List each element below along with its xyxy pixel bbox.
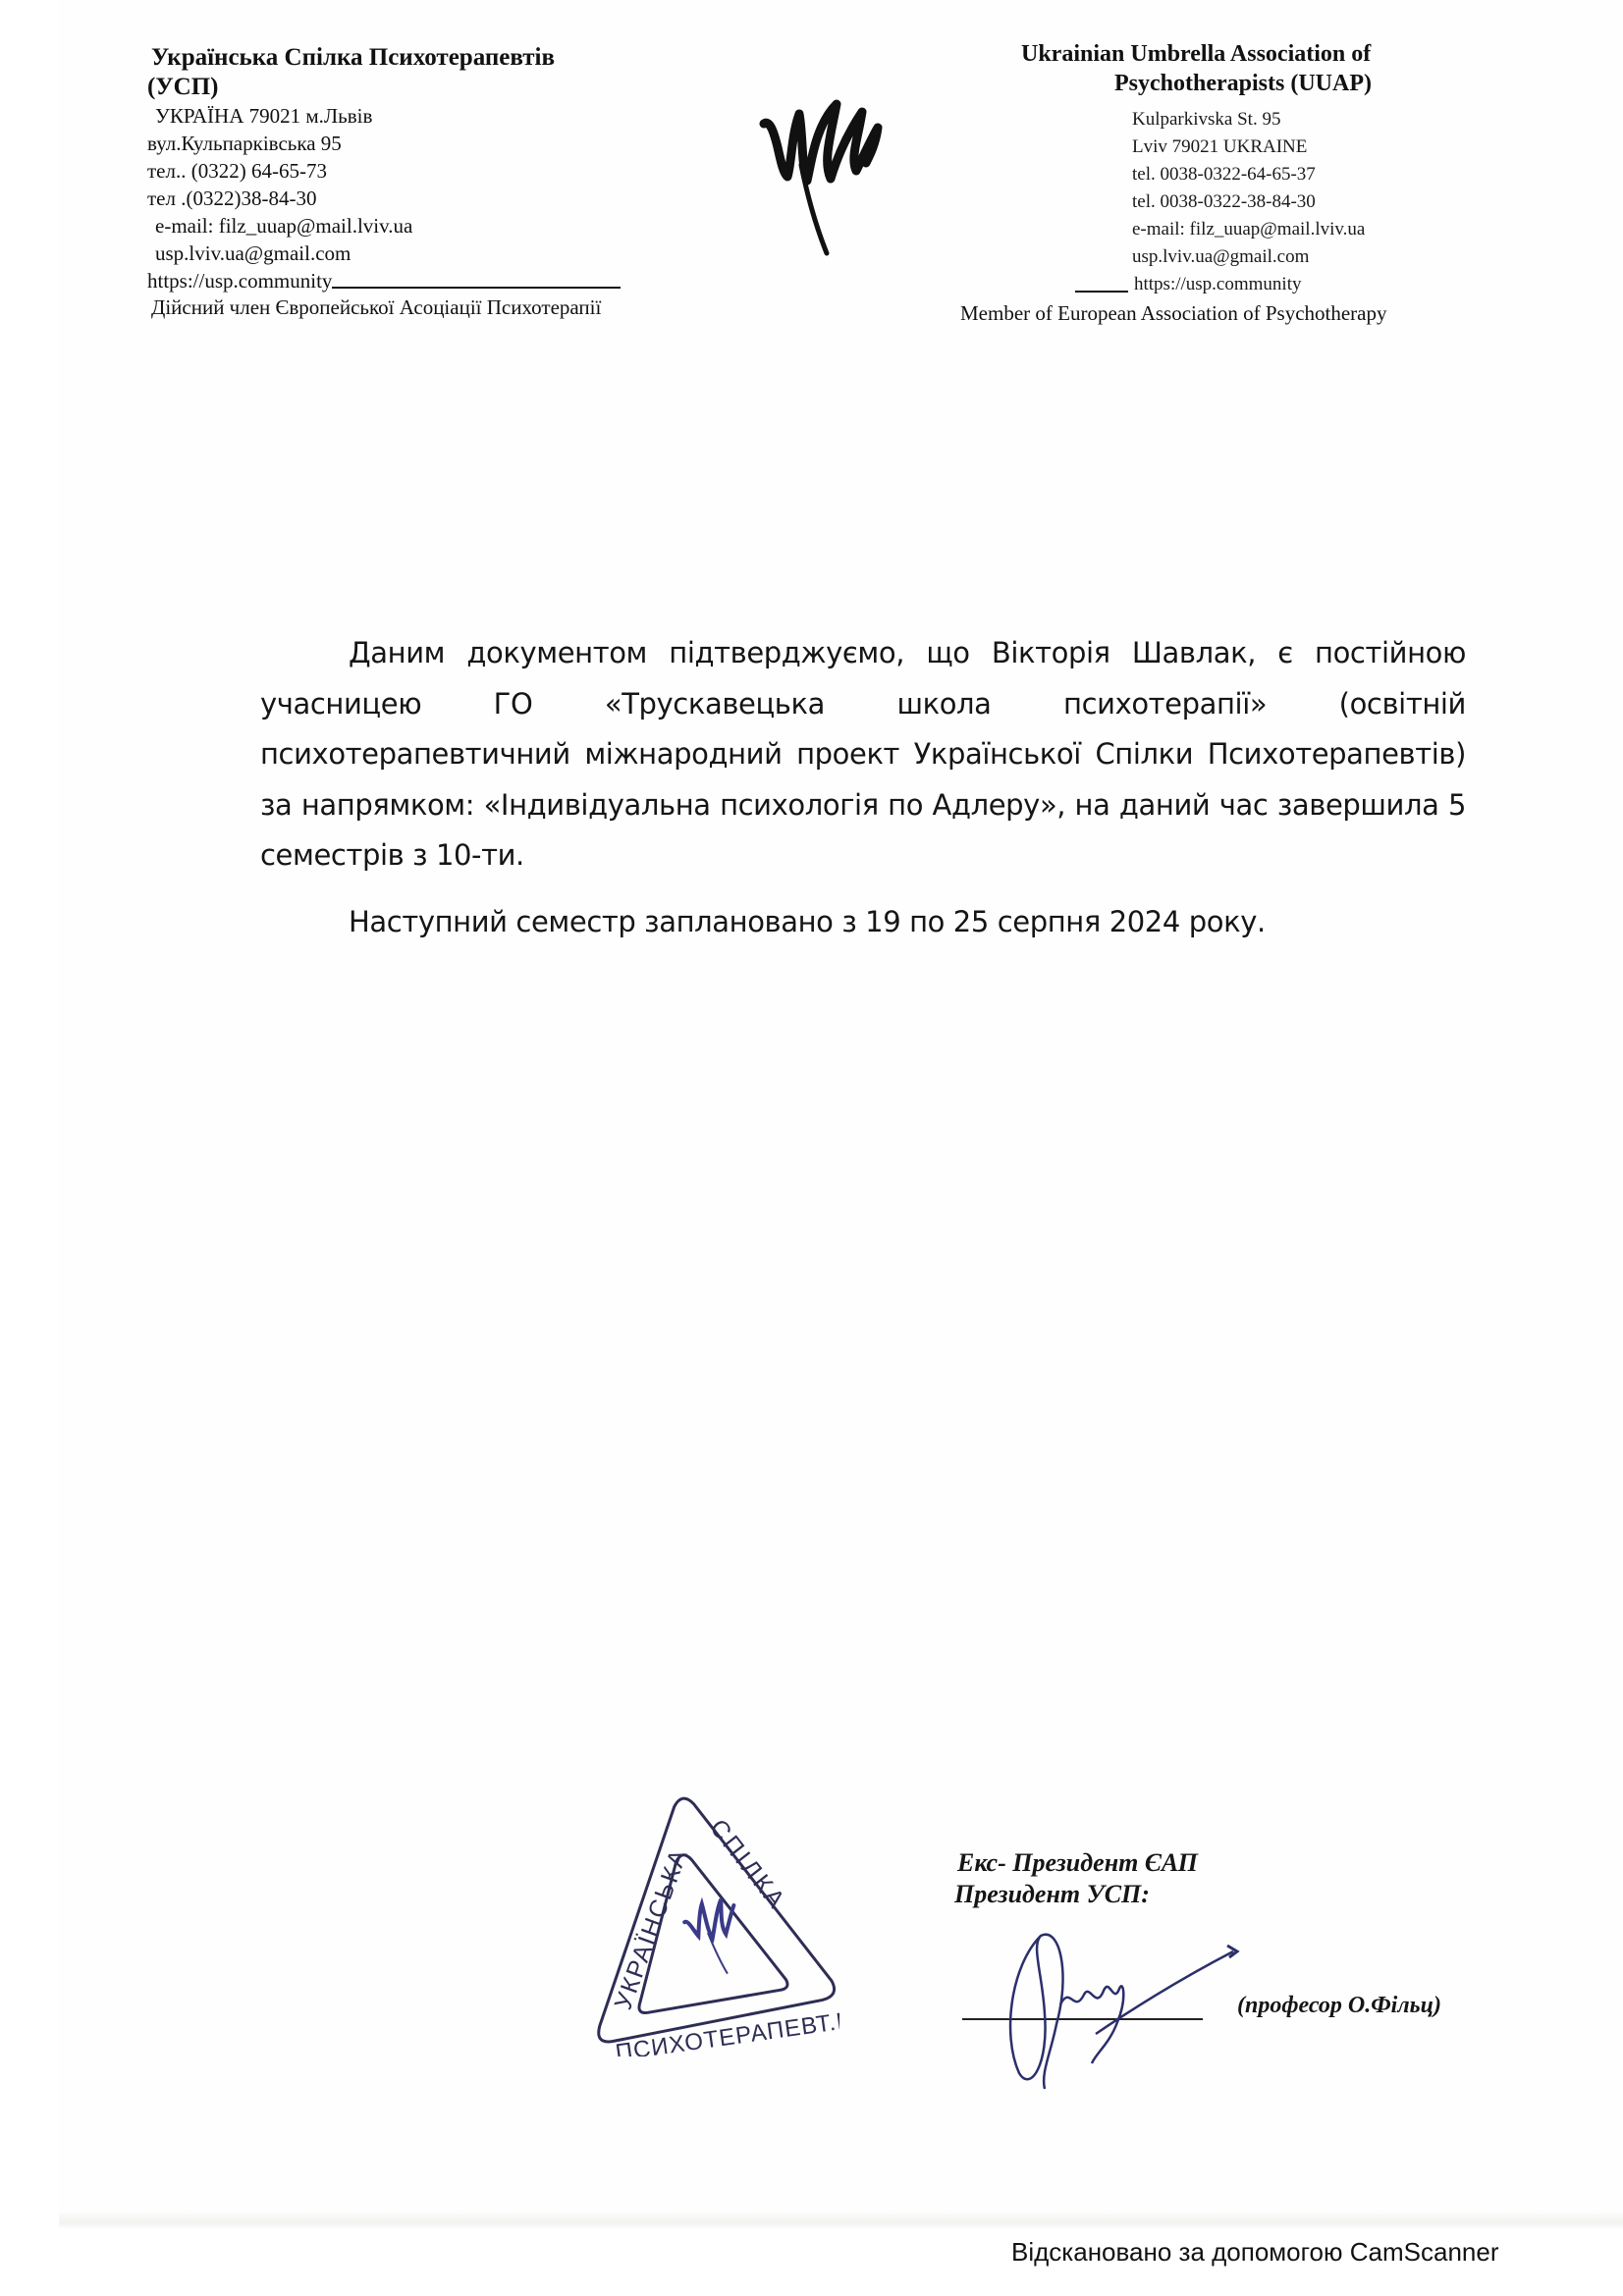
underline-rule: [332, 287, 621, 289]
address-street-ua: вул.Кульпарківська 95: [147, 132, 342, 155]
confirmation-paragraph: Даним документом підтверджуємо, що Вікторія Шавлак, є постійною учасницею ГО «Трускавецька школа психотерапії» (освітній психотерапевтичний міжнародний проект Української Спілки Психотерапевтів) за напрямком: «Індивідуальна психологія по Адлеру», на даний час завершила 5 семестрів з 10-ти.: [260, 636, 1466, 872]
website-link-ua[interactable]: https://usp.community: [147, 269, 333, 293]
phone-2-ua: тел .(0322)38-84-30: [147, 187, 317, 210]
stamp-text-bottom: ПСИХОТЕРАПЕВТ.В: [614, 2006, 839, 2056]
address-city-en: Lviv 79021 UKRAINE: [1132, 136, 1308, 157]
next-semester-paragraph: Наступний семестр заплановано з 19 по 25 серпня 2024 року.: [349, 904, 1266, 938]
camscanner-watermark: Відскановано за допомогою CamScanner: [1011, 2237, 1499, 2267]
usp-logo-icon: [756, 96, 893, 258]
address-block-en: [1132, 106, 1365, 298]
signature-block: [954, 1847, 1488, 2093]
phone-1-ua: тел.. (0322) 64-65-73: [147, 159, 327, 183]
stamp-logo-icon: [682, 1897, 743, 1978]
underline-rule: [1075, 291, 1128, 293]
email-2-en: usp.lviv.ua@gmail.com: [1132, 246, 1310, 267]
website-row-en: [1075, 271, 1365, 298]
signer-title-2: Президент УСП:: [954, 1880, 1150, 1908]
email-1-en: e-mail: filz_uuap@mail.lviv.ua: [1132, 219, 1366, 240]
scan-edge: [59, 2214, 1623, 2229]
official-stamp: [574, 1782, 839, 2056]
letterhead-left: [147, 43, 677, 320]
website-row-ua: [147, 267, 677, 294]
handwritten-signature: [1001, 1916, 1276, 2093]
org-name-en-line2: Psychotherapists (UUAP): [1114, 71, 1372, 96]
letter-body: [260, 628, 1466, 947]
phone-1-en: tel. 0038-0322-64-65-37: [1132, 164, 1316, 185]
address-street-en: Kulparkivska St. 95: [1132, 109, 1281, 130]
email-1-ua: e-mail: filz_uuap@mail.lviv.ua: [155, 214, 413, 238]
signer-name: (професор О.Фільц): [1237, 1993, 1441, 2018]
stamp-text-right: СПІЛКА: [704, 1814, 792, 1916]
org-name-ua: Українська Спілка Психотерапевтів: [151, 44, 555, 71]
phone-2-en: tel. 0038-0322-38-84-30: [1132, 191, 1316, 212]
membership-ua: Дійсний член Європейської Асоціації Психотерапії: [151, 295, 602, 319]
org-name-en-line1: Ukrainian Umbrella Association of: [1021, 41, 1372, 67]
membership-en: Member of European Association of Psychotherapy: [960, 301, 1387, 325]
website-link-en[interactable]: https://usp.community: [1134, 274, 1302, 294]
org-abbr-ua: (УСП): [147, 74, 219, 100]
signer-title-1: Екс- Президент ЄАП: [957, 1848, 1198, 1877]
email-2-ua: usp.lviv.ua@gmail.com: [155, 241, 352, 265]
stamp-text-left: УКРАЇНСЬКА: [609, 1843, 694, 2013]
address-country-ua: УКРАЇНА 79021 м.Львів: [155, 104, 373, 128]
